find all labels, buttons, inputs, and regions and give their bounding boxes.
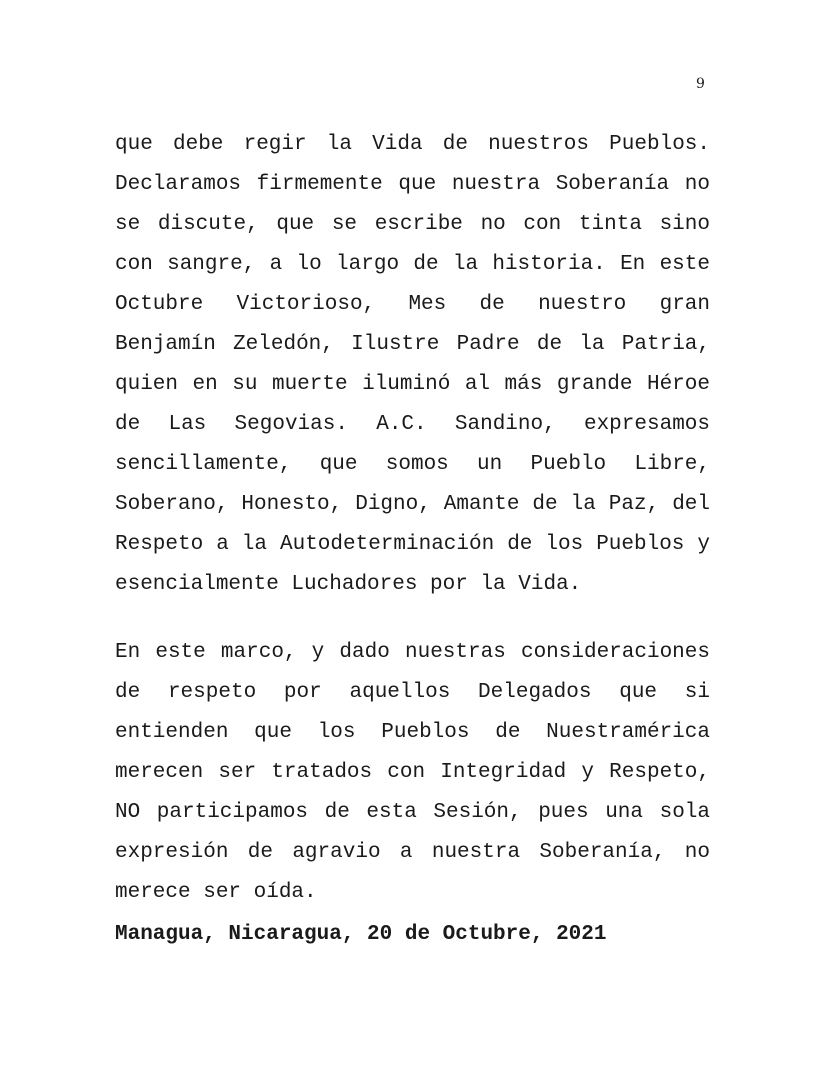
page-number: 9 [696, 76, 705, 92]
place-and-date: Managua, Nicaragua, 20 de Octubre, 2021 [115, 923, 607, 946]
paragraph-non-participation: En este marco, y dado nuestras consideraciones de respeto por aquellos Delegados que si entienden que los Pueblos de Nuestramérica merecen ser tratados con Integridad y Respeto, NO participamos de esta Sesión, pues una sola expresión de agravio a nuestra Soberanía, no merece ser oída. [115, 641, 710, 904]
paragraph-declaration: que debe regir la Vida de nuestros Pueblos. Declaramos firmemente que nuestra Soberanía no se discute, que se escribe no con tinta sino con sangre, a lo largo de la historia. En este Octubre Victorioso, Mes de nuestro gran Benjamín Zeledón, Ilustre Padre de la Patria, quien en su muerte iluminó al más grande Héroe de Las Segovias. A.C. Sandino, expresamos sencillamente, que somos un Pueblo Libre, Soberano, Honesto, Digno, Amante de la Paz, del Respeto a la Autodeterminación de los Pueblos y esencialmente Luchadores por la Vida. [115, 133, 710, 596]
